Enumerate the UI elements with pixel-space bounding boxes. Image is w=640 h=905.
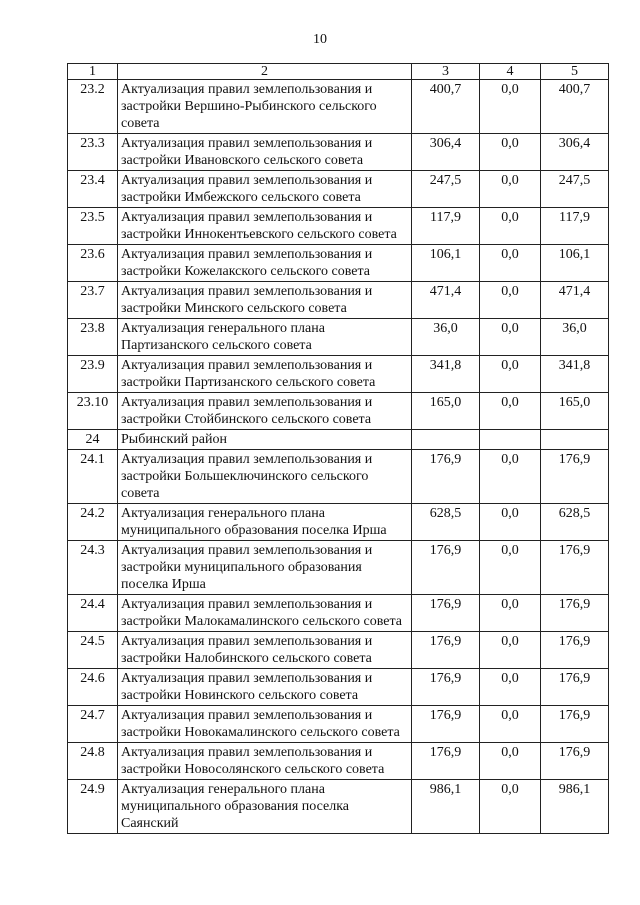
- row-description: Актуализация правил землепользования и застройки Кожелакского сельского совета: [118, 245, 412, 282]
- row-value-col5: 176,9: [541, 706, 609, 743]
- row-value-col3: 176,9: [412, 632, 480, 669]
- row-value-col5: 176,9: [541, 450, 609, 504]
- row-value-col4: 0,0: [480, 208, 541, 245]
- row-value-col5: 176,9: [541, 632, 609, 669]
- row-value-col3: 36,0: [412, 319, 480, 356]
- row-description: Рыбинский район: [118, 430, 412, 450]
- row-description: Актуализация правил землепользования и застройки Большеключинского сельского совета: [118, 450, 412, 504]
- row-description: Актуализация правил землепользования и застройки Иннокентьевского сельского совета: [118, 208, 412, 245]
- row-description: Актуализация правил землепользования и застройки Новосолянского сельского совета: [118, 743, 412, 780]
- row-value-col3: 176,9: [412, 541, 480, 595]
- row-value-col5: 247,5: [541, 171, 609, 208]
- table-row: [68, 632, 609, 669]
- row-value-col5: 165,0: [541, 393, 609, 430]
- row-value-col4: 0,0: [480, 393, 541, 430]
- row-number: 23.4: [68, 171, 118, 208]
- row-value-col4: 0,0: [480, 706, 541, 743]
- row-value-col5: 117,9: [541, 208, 609, 245]
- row-number: 24.6: [68, 669, 118, 706]
- row-value-col4: 0,0: [480, 669, 541, 706]
- row-description: Актуализация правил землепользования и застройки Вершино-Рыбинского сельского совета: [118, 80, 412, 134]
- row-description: Актуализация правил землепользования и застройки Новокамалинского сельского совета: [118, 706, 412, 743]
- row-value-col5: 176,9: [541, 541, 609, 595]
- row-value-col3: 341,8: [412, 356, 480, 393]
- row-number: 23.8: [68, 319, 118, 356]
- row-value-col4: 0,0: [480, 80, 541, 134]
- row-number: 23.5: [68, 208, 118, 245]
- row-value-col4: 0,0: [480, 319, 541, 356]
- row-description: Актуализация правил землепользования и застройки Малокамалинского сельского совета: [118, 595, 412, 632]
- row-description: Актуализация правил землепользования и застройки Минского сельского совета: [118, 282, 412, 319]
- row-description: Актуализация правил землепользования и застройки Партизанского сельского совета: [118, 356, 412, 393]
- table-row: [68, 430, 609, 450]
- row-number: 23.6: [68, 245, 118, 282]
- row-description: Актуализация правил землепользования и застройки муниципального образования поселка Ирша: [118, 541, 412, 595]
- row-value-col4: 0,0: [480, 356, 541, 393]
- table-row: [68, 706, 609, 743]
- row-value-col4: 0,0: [480, 595, 541, 632]
- table-row: [68, 743, 609, 780]
- row-value-col3: 117,9: [412, 208, 480, 245]
- row-value-col3: 306,4: [412, 134, 480, 171]
- table-header: [68, 64, 609, 80]
- row-number: 23.10: [68, 393, 118, 430]
- row-value-col4: 0,0: [480, 780, 541, 834]
- table-row: [68, 669, 609, 706]
- row-value-col4: 0,0: [480, 282, 541, 319]
- table-row: [68, 245, 609, 282]
- column-header-4: 4: [480, 64, 541, 80]
- table-row: [68, 134, 609, 171]
- table-row: [68, 80, 609, 134]
- row-value-col4: 0,0: [480, 134, 541, 171]
- row-number: 23.9: [68, 356, 118, 393]
- row-value-col3: 247,5: [412, 171, 480, 208]
- row-description: Актуализация правил землепользования и застройки Налобинского сельского совета: [118, 632, 412, 669]
- row-value-col4: 0,0: [480, 171, 541, 208]
- row-value-col4: 0,0: [480, 245, 541, 282]
- row-value-col5: 400,7: [541, 80, 609, 134]
- row-value-col3: 176,9: [412, 595, 480, 632]
- row-value-col5: 628,5: [541, 504, 609, 541]
- row-number: 24.4: [68, 595, 118, 632]
- row-value-col4: 0,0: [480, 541, 541, 595]
- row-number: 24.7: [68, 706, 118, 743]
- row-value-col5: 176,9: [541, 595, 609, 632]
- row-value-col5: 36,0: [541, 319, 609, 356]
- row-value-col3: [412, 430, 480, 450]
- table-row: [68, 780, 609, 834]
- row-number: 24.5: [68, 632, 118, 669]
- table-body: [68, 80, 609, 834]
- column-header-2: 2: [118, 64, 412, 80]
- row-number: 24.9: [68, 780, 118, 834]
- row-value-col3: 176,9: [412, 706, 480, 743]
- column-header-3: 3: [412, 64, 480, 80]
- column-header-1: 1: [68, 64, 118, 80]
- row-number: 24: [68, 430, 118, 450]
- table-row: [68, 450, 609, 504]
- row-description: Актуализация правил землепользования и застройки Ивановского сельского совета: [118, 134, 412, 171]
- row-description: Актуализация генерального плана муниципального образования поселка Саянский: [118, 780, 412, 834]
- row-value-col3: 628,5: [412, 504, 480, 541]
- row-number: 23.3: [68, 134, 118, 171]
- row-number: 23.7: [68, 282, 118, 319]
- table-row: [68, 595, 609, 632]
- row-description: Актуализация правил землепользования и застройки Стойбинского сельского совета: [118, 393, 412, 430]
- table-row: [68, 504, 609, 541]
- row-number: 24.3: [68, 541, 118, 595]
- row-value-col5: 176,9: [541, 743, 609, 780]
- table-row: [68, 282, 609, 319]
- data-table: [67, 63, 609, 834]
- row-value-col3: 176,9: [412, 669, 480, 706]
- header-row: [68, 64, 609, 80]
- row-value-col5: 106,1: [541, 245, 609, 282]
- row-value-col5: 341,8: [541, 356, 609, 393]
- row-value-col3: 106,1: [412, 245, 480, 282]
- row-value-col4: 0,0: [480, 450, 541, 504]
- row-description: Актуализация правил землепользования и застройки Имбежского сельского совета: [118, 171, 412, 208]
- column-header-5: 5: [541, 64, 609, 80]
- row-value-col4: 0,0: [480, 743, 541, 780]
- row-value-col3: 471,4: [412, 282, 480, 319]
- row-value-col5: 471,4: [541, 282, 609, 319]
- row-number: 24.8: [68, 743, 118, 780]
- table-row: [68, 171, 609, 208]
- row-description: Актуализация правил землепользования и застройки Новинского сельского совета: [118, 669, 412, 706]
- table-row: [68, 356, 609, 393]
- table-row: [68, 541, 609, 595]
- row-description: Актуализация генерального плана Партизанского сельского совета: [118, 319, 412, 356]
- row-value-col3: 176,9: [412, 743, 480, 780]
- table-row: [68, 393, 609, 430]
- row-number: 24.2: [68, 504, 118, 541]
- table-row: [68, 319, 609, 356]
- table-row: [68, 208, 609, 245]
- row-value-col3: 400,7: [412, 80, 480, 134]
- row-value-col3: 986,1: [412, 780, 480, 834]
- row-value-col5: 306,4: [541, 134, 609, 171]
- row-value-col4: 0,0: [480, 632, 541, 669]
- row-value-col4: [480, 430, 541, 450]
- row-value-col5: 176,9: [541, 669, 609, 706]
- row-description: Актуализация генерального плана муниципального образования поселка Ирша: [118, 504, 412, 541]
- row-number: 24.1: [68, 450, 118, 504]
- row-number: 23.2: [68, 80, 118, 134]
- row-value-col3: 176,9: [412, 450, 480, 504]
- row-value-col4: 0,0: [480, 504, 541, 541]
- row-value-col3: 165,0: [412, 393, 480, 430]
- row-value-col5: 986,1: [541, 780, 609, 834]
- page-number: 10: [313, 32, 327, 47]
- row-value-col5: [541, 430, 609, 450]
